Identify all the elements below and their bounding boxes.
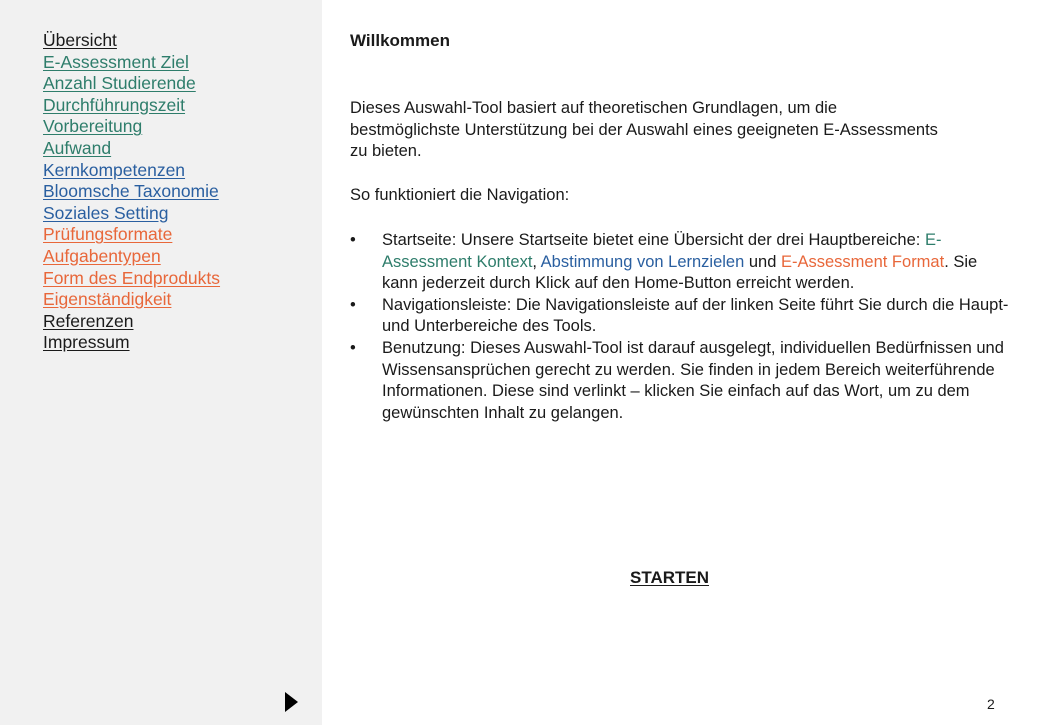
- sidebar: [0, 0, 322, 725]
- list-item-navigationsleiste: • Navigationsleiste: Die Navigationsleiste auf der linken Seite führt Sie durch die Haupt- und Unterbereiche des Tools.: [350, 295, 1010, 338]
- sidebar-item-referenzen[interactable]: Referenzen: [43, 310, 134, 331]
- start-button[interactable]: STARTEN: [630, 568, 710, 587]
- page-number: 2: [987, 696, 995, 712]
- sidebar-item-aufwand[interactable]: Aufwand: [43, 137, 112, 158]
- link-abstimmung-von-lernzielen[interactable]: Abstimmung von Lernzielen: [540, 252, 745, 271]
- sidebar-item-pruefungsformate[interactable]: Prüfungsformate: [43, 224, 173, 245]
- startseite-text: Startseite: Unsere Startseite bietet eine Übersicht der drei Hauptbereiche:: [382, 231, 925, 249]
- startseite-suffix-text: . Sie kann jederzeit durch Klick auf den Home-Button erreicht werden.: [382, 252, 978, 293]
- separator-text: ,: [532, 252, 541, 271]
- sidebar-item-aufgabentypen[interactable]: Aufgabentypen: [43, 245, 161, 266]
- list-item-startseite: [350, 230, 1010, 295]
- sidebar-item-bloomsche-taxonomie[interactable]: Bloomsche Taxonomie: [43, 181, 219, 202]
- sidebar-item-impressum[interactable]: Impressum: [43, 332, 130, 353]
- sidebar-item-eigenstaendigkeit[interactable]: Eigenständigkeit: [43, 289, 172, 310]
- navigation-bullet-list: [350, 230, 1010, 424]
- intro-paragraph: Dieses Auswahl-Tool basiert auf theoretischen Grundlagen, um die bestmöglichste Unterstützung bei der Auswahl eines geeigneten E-Assessments zu bieten.: [350, 99, 938, 161]
- play-triangle-icon[interactable]: [285, 692, 298, 712]
- separator-text: und: [744, 252, 781, 271]
- sidebar-item-e-assessment-ziel[interactable]: E-Assessment Ziel: [43, 51, 189, 72]
- sidebar-item-form-des-endprodukts[interactable]: Form des Endprodukts: [43, 267, 221, 288]
- sidebar-item-soziales-setting[interactable]: Soziales Setting: [43, 202, 169, 223]
- sidebar-item-kernkompetenzen[interactable]: Kernkompetenzen: [43, 159, 186, 180]
- sidebar-item-vorbereitung[interactable]: Vorbereitung: [43, 116, 143, 137]
- link-e-assessment-format[interactable]: E-Assessment Format: [780, 252, 945, 271]
- navigation-heading: So funktioniert die Navigation:: [350, 186, 570, 204]
- sidebar-item-uebersicht[interactable]: Übersicht: [43, 30, 117, 50]
- link-e-assessment-kontext[interactable]: E-Assessment Kontext: [382, 231, 942, 271]
- list-item-benutzung: • Benutzung: Dieses Auswahl-Tool ist darauf ausgelegt, individuellen Bedürfnissen und Wissensansprüchen gerecht zu werden. Sie finden in jedem Bereich weiterführende Informationen. Diese sind verlinkt – klicken Sie einfach auf das Wort, um zu dem gewünschten Inhalt zu gelangen.: [350, 338, 1010, 424]
- sidebar-item-anzahl-studierende[interactable]: Anzahl Studierende: [43, 73, 196, 94]
- page-title: Willkommen: [350, 31, 450, 50]
- sidebar-item-durchfuehrungszeit[interactable]: Durchführungszeit: [43, 94, 186, 115]
- sidebar-nav: [43, 30, 220, 354]
